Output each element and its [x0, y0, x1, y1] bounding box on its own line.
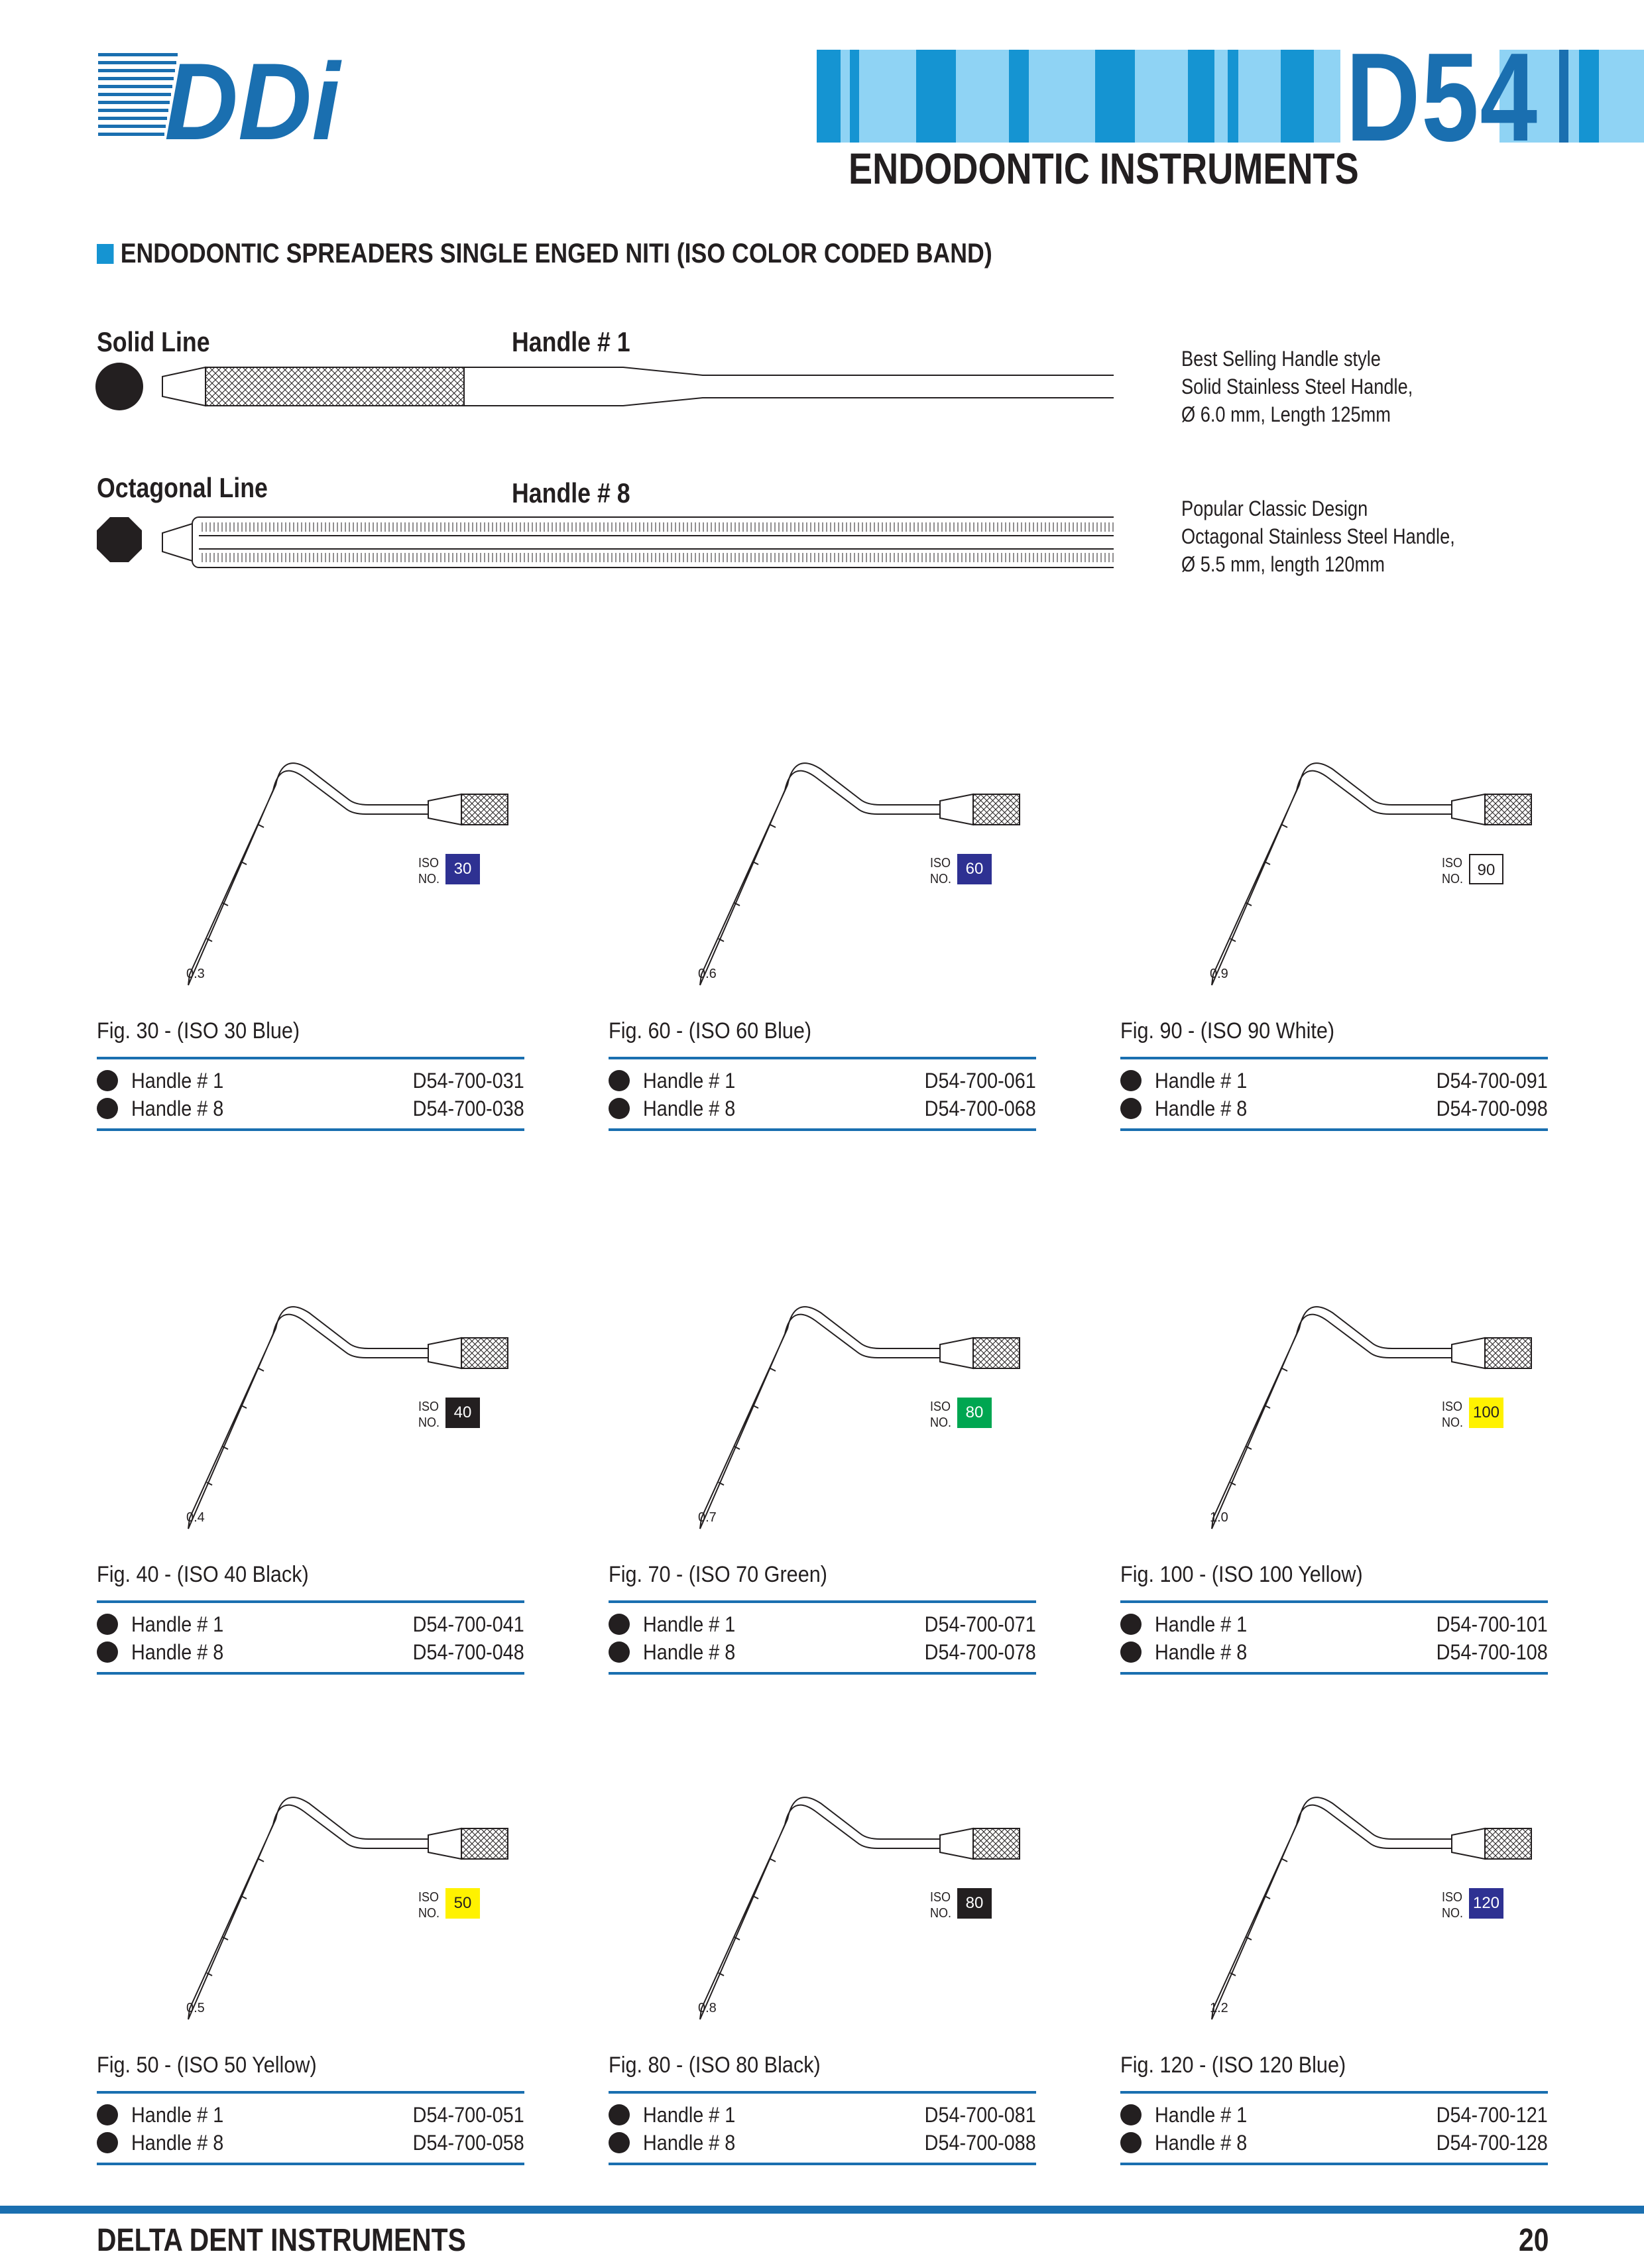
order-row	[609, 2129, 1036, 2156]
handle-name: Handle # 8	[131, 1640, 224, 1664]
figure-card	[609, 1299, 1039, 1724]
figure-card	[97, 1790, 528, 2214]
product-code: D54-700-091	[1436, 1069, 1548, 1093]
figure-title: Fig. 120 - (ISO 120 Blue)	[1120, 2053, 1346, 2078]
order-row	[609, 1067, 1036, 1094]
handle-name: Handle # 8	[643, 1640, 736, 1664]
product-code: D54-700-121	[1436, 2103, 1548, 2127]
handle-name: Handle # 1	[1155, 2103, 1248, 2127]
iso-label	[1442, 855, 1463, 887]
product-code: D54-700-051	[412, 2103, 524, 2127]
handle-bullet-icon	[609, 1614, 630, 1635]
order-row	[1120, 1067, 1548, 1094]
iso-label	[930, 1399, 951, 1431]
product-code: D54-700-048	[412, 1640, 524, 1664]
handle-1-label: Handle # 1	[512, 326, 630, 357]
iso-label-line: ISO	[1442, 1890, 1463, 1905]
iso-label-line: ISO	[930, 856, 951, 870]
order-row	[97, 1611, 524, 1638]
iso-label	[1442, 1399, 1463, 1431]
handle-name: Handle # 1	[643, 1069, 736, 1093]
figure-rule-top	[1120, 1600, 1548, 1603]
iso-color-band: 100	[1469, 1398, 1503, 1428]
handle-bullet-icon	[97, 1641, 118, 1663]
handle-8-desc-line: Ø 5.5 mm, length 120mm	[1181, 552, 1385, 576]
handle-name: Handle # 1	[643, 2103, 736, 2127]
product-code: D54-700-038	[412, 1097, 524, 1120]
tip-diameter: 0.7	[698, 1510, 717, 1525]
order-row	[609, 1639, 1036, 1665]
handle-bullet-icon	[609, 2132, 630, 2153]
product-code: D54-700-061	[924, 1069, 1036, 1093]
order-row	[1120, 2129, 1548, 2156]
tip-diameter: 0.4	[186, 1510, 205, 1525]
tip-diameter: 1.2	[1210, 2001, 1228, 2015]
product-code: D54-700-101	[1436, 1612, 1548, 1636]
product-code: D54-700-081	[924, 2103, 1036, 2127]
handle-8-desc-line: Popular Classic Design	[1181, 497, 1368, 520]
figure-rule-bottom	[1120, 1128, 1548, 1131]
order-row	[97, 2129, 524, 2156]
figure-rule-top	[609, 2091, 1036, 2094]
iso-color-band: 90	[1469, 854, 1503, 884]
order-row	[1120, 2102, 1548, 2128]
handle-name: Handle # 1	[1155, 1612, 1248, 1636]
figure-card	[97, 756, 528, 1180]
iso-label-line: NO.	[1442, 1906, 1464, 1921]
tip-diameter: 1.0	[1210, 1510, 1228, 1525]
octagonal-handle-illustration	[93, 509, 1114, 575]
iso-color-band: 80	[957, 1398, 992, 1428]
figure-card	[609, 1790, 1039, 2214]
handle-bullet-icon	[1120, 2132, 1142, 2153]
figure-title: Fig. 80 - (ISO 80 Black)	[609, 2053, 821, 2078]
handle-bullet-icon	[609, 1641, 630, 1663]
product-code: D54-700-071	[924, 1612, 1036, 1636]
iso-color-band: 60	[957, 854, 992, 884]
figure-rule-bottom	[609, 1128, 1036, 1131]
figure-rule-top	[97, 1600, 524, 1603]
figure-rule-top	[97, 2091, 524, 2094]
iso-color-band: 120	[1469, 1888, 1503, 1919]
order-row	[97, 1639, 524, 1665]
figure-title: Fig. 90 - (ISO 90 White)	[1120, 1018, 1335, 1044]
iso-label	[418, 855, 440, 887]
handle-name: Handle # 8	[1155, 1097, 1248, 1120]
handle-bullet-icon	[97, 1614, 118, 1635]
figure-title: Fig. 50 - (ISO 50 Yellow)	[97, 2053, 317, 2078]
handle-bullet-icon	[609, 1070, 630, 1091]
svg-text:DDi: DDi	[164, 46, 342, 146]
figure-rule-bottom	[609, 1672, 1036, 1675]
iso-label-line: ISO	[1442, 856, 1463, 870]
handle-8-label: Handle # 8	[512, 477, 630, 508]
iso-label-line: ISO	[930, 1890, 951, 1905]
tip-diameter: 0.6	[698, 967, 717, 981]
figure-rule-bottom	[609, 2163, 1036, 2165]
handle-name: Handle # 1	[131, 1069, 224, 1093]
handle-name: Handle # 1	[131, 1612, 224, 1636]
handle-name: Handle # 1	[643, 1612, 736, 1636]
handle-name: Handle # 1	[131, 2103, 224, 2127]
iso-label-line: NO.	[1442, 872, 1464, 886]
product-code: D54-700-098	[1436, 1097, 1548, 1120]
iso-color-band: 40	[445, 1398, 480, 1428]
figure-rule-bottom	[97, 2163, 524, 2165]
figure-rule-top	[609, 1600, 1036, 1603]
handle-bullet-icon	[97, 1098, 118, 1119]
figure-title: Fig. 70 - (ISO 70 Green)	[609, 1562, 827, 1587]
subheading	[97, 237, 992, 269]
product-code: D54-700-088	[924, 2131, 1036, 2155]
handle-bullet-icon	[1120, 1070, 1142, 1091]
handle-name: Handle # 8	[643, 1097, 736, 1120]
iso-label-line: NO.	[1442, 1415, 1464, 1430]
order-row	[97, 2102, 524, 2128]
order-row	[609, 1095, 1036, 1122]
product-code: D54-700-078	[924, 1640, 1036, 1664]
handle-name: Handle # 8	[643, 2131, 736, 2155]
handle-name: Handle # 8	[1155, 1640, 1248, 1664]
handle-8-description	[1181, 495, 1455, 578]
iso-label-line: ISO	[418, 1400, 440, 1414]
iso-label-line: ISO	[418, 856, 440, 870]
product-code: D54-700-041	[412, 1612, 524, 1636]
handle-bullet-icon	[609, 2104, 630, 2125]
product-code: D54-700-068	[924, 1097, 1036, 1120]
handle-1-desc-line: Ø 6.0 mm, Length 125mm	[1181, 402, 1391, 426]
product-code: D54-700-031	[412, 1069, 524, 1093]
handle-bullet-icon	[1120, 2104, 1142, 2125]
figure-rule-bottom	[1120, 2163, 1548, 2165]
figure-card	[609, 756, 1039, 1180]
order-row	[609, 1611, 1036, 1638]
handle-bullet-icon	[97, 2104, 118, 2125]
handle-bullet-icon	[1120, 1098, 1142, 1119]
footer-rule	[0, 2206, 1644, 2214]
iso-label-line: ISO	[930, 1400, 951, 1414]
order-row	[1120, 1611, 1548, 1638]
figure-title: Fig. 40 - (ISO 40 Black)	[97, 1562, 309, 1587]
figure-rule-top	[97, 1057, 524, 1059]
handle-name: Handle # 8	[131, 1097, 224, 1120]
iso-label	[930, 855, 951, 887]
handle-name: Handle # 1	[1155, 1069, 1248, 1093]
ddi-logo	[98, 46, 343, 146]
section-title: ENDODONTIC INSTRUMENTS	[849, 144, 1359, 193]
figure-card	[1120, 756, 1551, 1180]
order-row	[609, 2102, 1036, 2128]
handle-1-desc-line: Best Selling Handle style	[1181, 347, 1381, 371]
iso-label-line: NO.	[418, 872, 440, 886]
figure-title: Fig. 30 - (ISO 30 Blue)	[97, 1018, 300, 1044]
iso-label-line: ISO	[1442, 1400, 1463, 1414]
handle-1-desc-line: Solid Stainless Steel Handle,	[1181, 375, 1413, 398]
figure-title: Fig. 100 - (ISO 100 Yellow)	[1120, 1562, 1363, 1587]
iso-color-band: 80	[957, 1888, 992, 1919]
page-number: 20	[1518, 2223, 1549, 2258]
octagonal-line-label: Octagonal Line	[97, 472, 268, 503]
figure-rule-bottom	[97, 1672, 524, 1675]
handle-8-desc-line: Octagonal Stainless Steel Handle,	[1181, 524, 1455, 548]
figure-card	[1120, 1790, 1551, 2214]
product-code: D54-700-108	[1436, 1640, 1548, 1664]
handle-name: Handle # 8	[131, 2131, 224, 2155]
handle-bullet-icon	[97, 1070, 118, 1091]
iso-label	[418, 1889, 440, 1921]
iso-label-line: NO.	[930, 1415, 952, 1430]
handle-name: Handle # 8	[1155, 2131, 1248, 2155]
solid-line-label: Solid Line	[97, 326, 210, 357]
tip-diameter: 0.8	[698, 2001, 717, 2015]
order-row	[97, 1067, 524, 1094]
iso-color-band: 30	[445, 854, 480, 884]
figure-rule-top	[1120, 2091, 1548, 2094]
iso-label	[418, 1399, 440, 1431]
iso-color-band: 50	[445, 1888, 480, 1919]
figure-rule-bottom	[1120, 1672, 1548, 1675]
product-code: D54-700-058	[412, 2131, 524, 2155]
figure-rule-top	[609, 1057, 1036, 1059]
bullet-square-icon	[97, 244, 114, 264]
handle-bullet-icon	[97, 2132, 118, 2153]
order-row	[97, 1095, 524, 1122]
iso-label	[930, 1889, 951, 1921]
handle-bullet-icon	[609, 1098, 630, 1119]
figure-title: Fig. 60 - (ISO 60 Blue)	[609, 1018, 812, 1044]
figure-card	[97, 1299, 528, 1724]
product-code: D54-700-128	[1436, 2131, 1548, 2155]
footer-company: DELTA DENT INSTRUMENTS	[97, 2223, 466, 2258]
handle-bullet-icon	[1120, 1641, 1142, 1663]
iso-label-line: NO.	[418, 1906, 440, 1921]
iso-label-line: NO.	[930, 872, 952, 886]
order-row	[1120, 1095, 1548, 1122]
tip-diameter: 0.3	[186, 967, 205, 981]
tip-diameter: 0.9	[1210, 967, 1228, 981]
figure-rule-bottom	[97, 1128, 524, 1131]
solid-handle-illustration	[93, 357, 1114, 416]
catalog-code: D54	[1346, 27, 1539, 168]
subheading-text: ENDODONTIC SPREADERS SINGLE ENGED NITI (ISO COLOR CODED BAND)	[120, 237, 992, 269]
tip-diameter: 0.5	[186, 2001, 205, 2015]
iso-label-line: NO.	[930, 1906, 952, 1921]
order-row	[1120, 1639, 1548, 1665]
handle-1-description	[1181, 345, 1413, 428]
figure-rule-top	[1120, 1057, 1548, 1059]
handle-bullet-icon	[1120, 1614, 1142, 1635]
iso-label	[1442, 1889, 1463, 1921]
iso-label-line: ISO	[418, 1890, 440, 1905]
figure-card	[1120, 1299, 1551, 1724]
iso-label-line: NO.	[418, 1415, 440, 1430]
